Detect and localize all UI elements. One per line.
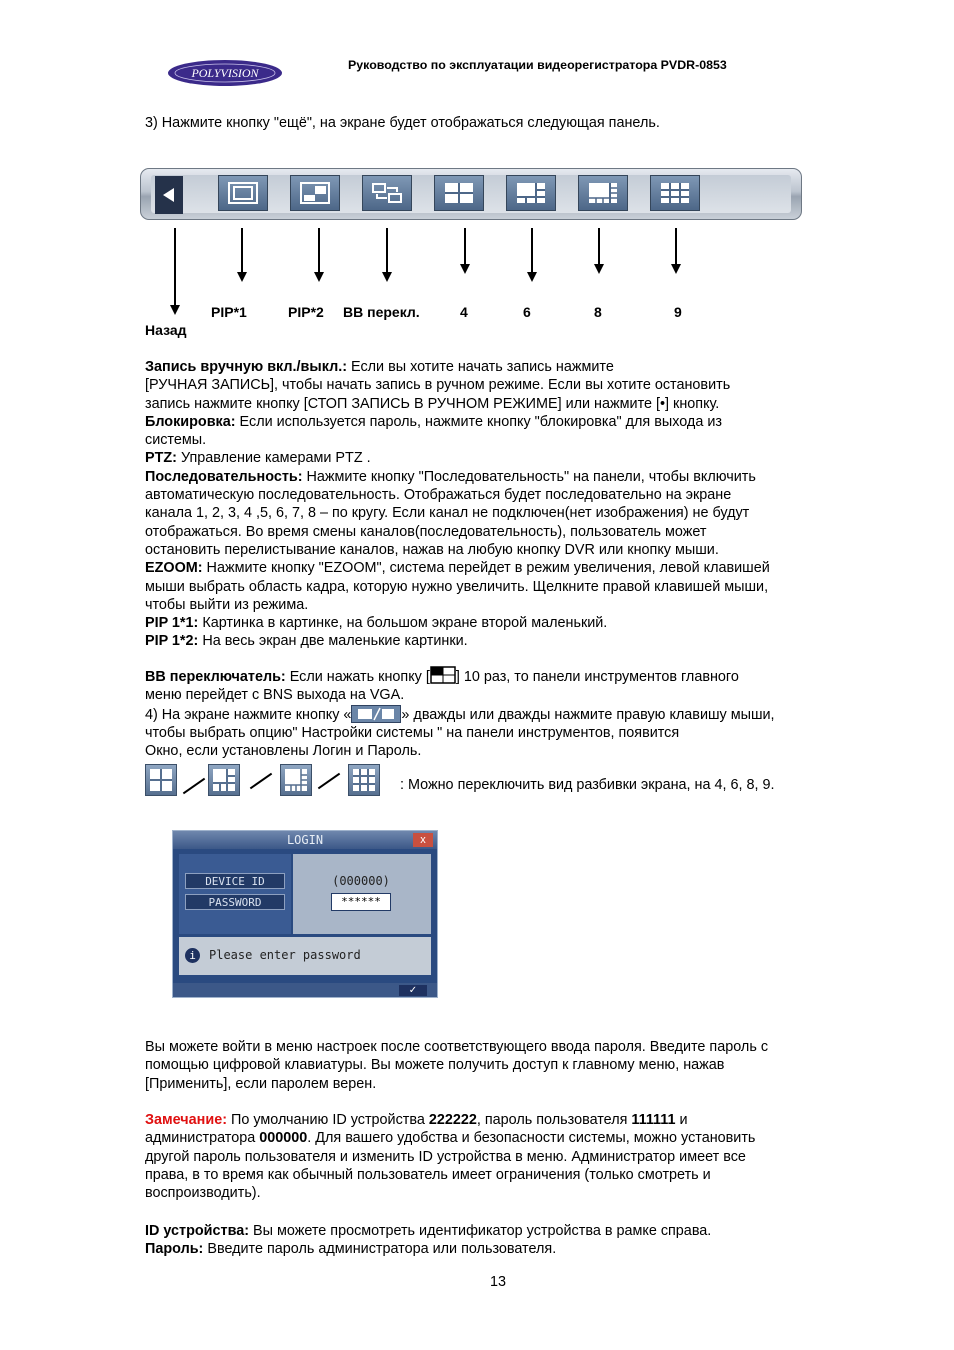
login-message-bar [179,937,431,975]
grid-9-icon[interactable] [650,175,700,211]
slash-divider [183,778,205,795]
grid-4-icon [145,764,177,796]
label-pip2: PIP*2 [288,304,324,320]
label-4: 4 [460,304,468,320]
label-9: 9 [674,304,682,320]
functions-description: Запись вручную вкл./выкл.: Если вы хотите начать запись нажмите [РУЧНАЯ ЗАПИСЬ], чтобы начать запись в ручном режиме. Если вы хотите остановить запись нажмите кнопку [СТОП ЗАПИСЬ В РУЧНОМ РЕЖИМЕ] или нажмите [•] кнопку. Блокировка: Если используется пароль, нажмите кнопку "блокировка" для выхода из системы. PTZ: Управление камерами PTZ . Последовательность: Нажмите кнопку "Последовательность" на панели, чтобы включить автоматическую последовательность. Отображаться будет последовательно на экране канала 1, 2, 3, 4 ,5, 6, 7, 8 – по кругу. Если канал не подключен(нет изображения) не будут отображаться. Во время смены каналов(последовательность), пользователь может остановить перелистывание каналов, нажав на любую кнопку DVR или кнопку мыши. EZOOM: Нажмите кнопку "EZOOM", система перейдет в режим увеличения, левой клавишей мыши выбрать область кадра, которую нужно увеличить. Щелкните правой клавишей мыши, чтобы выйти из режима. PIP 1*1: Картинка в картинке, на большом экране второй маленький. PIP 1*2: На весь экран две маленькие картинки. [145,359,770,650]
device-id-button[interactable]: DEVICE ID [185,873,285,889]
slash-divider [250,773,272,790]
login-message: Please enter password [209,948,361,962]
login-footer [173,983,437,997]
arrow-line [174,228,176,305]
label-8: 8 [594,304,602,320]
login-right-panel [293,854,431,934]
document-header-title: Руководство по эксплуатации видеорегистратора PVDR-0853 [348,58,727,72]
label-6: 6 [523,304,531,320]
password-button[interactable]: PASSWORD [185,894,285,910]
polyvision-logo [166,58,284,88]
grid-8-icon [280,764,312,796]
slash-divider [318,773,340,790]
label-back: Назад [145,322,187,338]
login-left-panel [179,854,291,934]
arrow-line [386,228,388,272]
step-3-text: 3) Нажмите кнопку "ещё", на экране будет отображаться следующая панель. [145,115,660,131]
svg-text:POLYVISION: POLYVISION [191,66,259,80]
grid-8-icon[interactable] [578,175,628,211]
page-number: 13 [490,1274,507,1290]
arrow-head [314,272,324,282]
bb-switch-paragraph: BB переключатель: Если нажать кнопку [ ] 10 раз, то панели инструментов главного меню перейдет с BNS выхода на VGA. 4) На экране нажмите кнопку « » дважды или дважды нажмите правую клавишу мыши, чтобы выбрать опцию" Настройки системы " на панели инструментов, появится Окно, если установлены Логин и Пароль. [145,666,855,760]
arrow-head [382,272,392,282]
arrow-head [671,264,681,274]
default-credentials-note: Замечание: По умолчанию ID устройства 222222, пароль пользователя 111111 и администратора 000000. Для вашего удобства и безопасности системы, можно установить другой пароль пользователя и изменить ID устройства в меню. Администратор имеет все права, в то время как обычный пользователь имеет ограничения (только смотреть и воспроизводить). [145,1112,756,1202]
arrow-line [318,228,320,272]
login-window [172,830,438,998]
login-title: LOGIN [173,831,437,849]
close-icon[interactable]: x [413,833,433,847]
grid-9-icon [348,764,380,796]
arrow-head [594,264,604,274]
device-id-field: (000000) [332,874,390,888]
settings-icon [351,705,401,723]
bb-window-icon [430,666,456,684]
label-bb: BB перекл. [343,304,420,320]
grid-6-icon [208,764,240,796]
label-pip1: PIP*1 [211,304,247,320]
arrow-line [598,228,600,264]
login-instructions: Вы можете войти в меню настроек после соответствующего ввода пароля. Введите пароль с помощью цифровой клавиатуры. Вы можете получить доступ к главному меню, нажав [Применить], если паролем верен. [145,1039,769,1092]
grid-switch-note: : Можно переключить вид разбивки экрана, на 4, 6, 8, 9. [400,777,775,793]
arrow-head [527,272,537,282]
grid-6-icon[interactable] [506,175,556,211]
arrow-line [464,228,466,264]
fields-description: ID устройства: Вы можете просмотреть идентификатор устройства в рамке справа. Пароль: Введите пароль администратора или пользователя. [145,1223,712,1258]
pip1-icon[interactable] [218,175,268,211]
arrow-head [237,272,247,282]
bb-switch-icon[interactable] [362,175,412,211]
password-field[interactable]: ****** [331,893,391,911]
info-icon: i [185,948,200,963]
arrow-head [460,264,470,274]
confirm-button[interactable]: ✓ [399,985,427,996]
arrow-line [531,228,533,272]
arrow-line [241,228,243,272]
grid-4-icon[interactable] [434,175,484,211]
pip2-icon[interactable] [290,175,340,211]
arrow-line [675,228,677,264]
arrow-head [170,305,180,315]
